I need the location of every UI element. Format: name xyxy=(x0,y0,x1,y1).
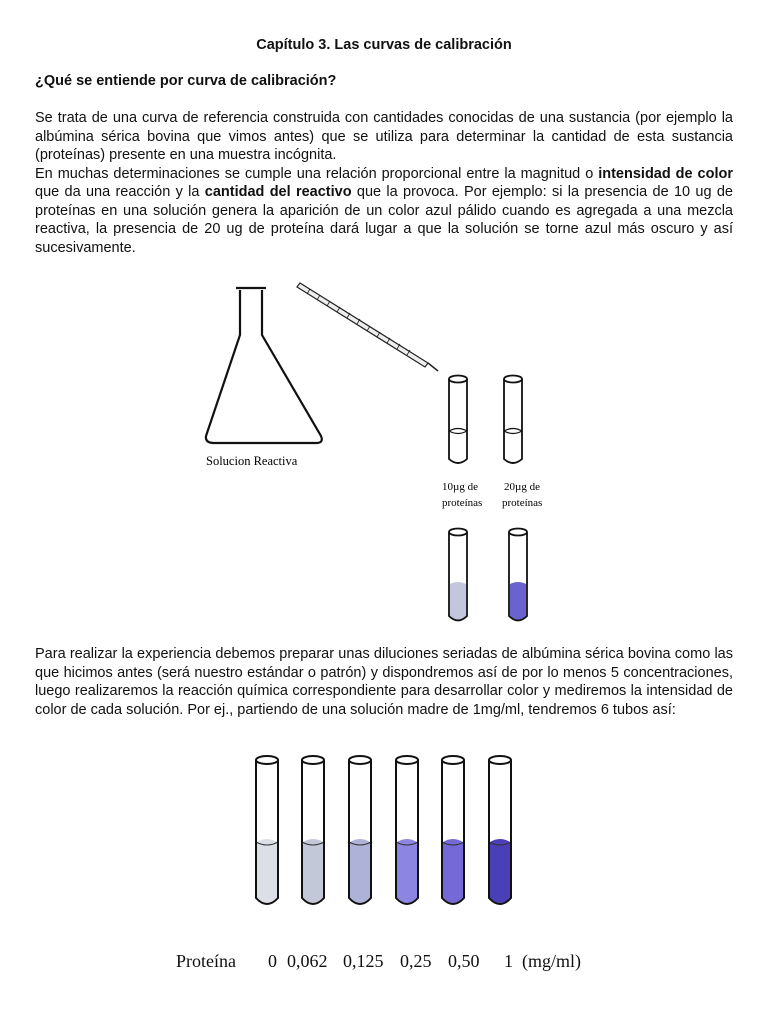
test-tube-dilution-4 xyxy=(396,756,418,904)
tube-label-10ug-line2: proteínas xyxy=(442,497,483,509)
tube-label-20ug-line1: 20µg de xyxy=(504,481,540,493)
flask-label: Solucion Reactiva xyxy=(206,454,298,468)
paragraph-definition-part4: que la provoca. Por ejemplo: si la presencia de 10 ug de proteínas en una solución genera la aparición de un color azul pálido cuando es agregada a una mezcla reactiva, la presencia de 20 ug de proteína dará lugar a que la solución se torne azul más oscuro y así sucesivamente. xyxy=(35,184,734,256)
protein-label: Proteína xyxy=(176,951,236,971)
test-tube-dilution-5 xyxy=(442,756,464,904)
concentration-unit: (mg/ml) xyxy=(522,951,581,971)
bold-reagent-amount: cantidad del reactivo xyxy=(204,184,352,200)
section-heading: ¿Qué se entiende por curva de calibración? xyxy=(35,73,337,89)
test-tube-dilution-1 xyxy=(256,756,278,904)
test-tube-dilution-3 xyxy=(349,756,371,904)
tube-label-10ug-line1: 10µg de xyxy=(442,481,478,493)
concentration-value: 0,125 xyxy=(343,951,384,971)
test-tube-dilution-2 xyxy=(302,756,324,904)
bold-color-intensity: intensidad de color xyxy=(598,165,734,182)
concentration-value: 0,25 xyxy=(400,951,432,971)
paragraph-definition-part3: que da una reacción y la xyxy=(35,184,205,200)
test-tube-dilution-6 xyxy=(489,756,511,904)
chapter-title: Capítulo 3. Las curvas de calibración xyxy=(256,37,512,53)
paragraph-definition-part2: En muchas determinaciones se cumple una relación proporcional entre la magnitud o xyxy=(35,165,599,182)
paragraph-definition-part1: Se trata de una curva de referencia construida con cantidades conocidas de una sustancia (por ejemplo la albúmina sérica bovina que vimos antes) que se utiliza para determinar la cantidad de esta sustancia (proteínas) presente en una muestra incógnita. xyxy=(35,110,733,163)
concentration-value: 0 xyxy=(268,951,277,971)
paragraph-procedure: Para realizar la experiencia debemos preparar unas diluciones seriadas de albúmina sérica bovina como las que hicimos antes (será nuestro estándar o patrón) y dispondremos así de por lo menos 5 concentraciones, luego realizaremos la reacción química correspondiente para desarrollar color y mediremos la intensidad de color de cada solución. Por ej., partiendo de una solución madre de 1mg/ml, tendremos 6 tubos así: xyxy=(35,646,733,718)
concentration-value: 0,062 xyxy=(287,951,328,971)
concentration-value: 0,50 xyxy=(448,951,480,971)
tube-label-20ug-line2: proteínas xyxy=(502,497,543,509)
concentration-value: 1 xyxy=(504,951,513,971)
